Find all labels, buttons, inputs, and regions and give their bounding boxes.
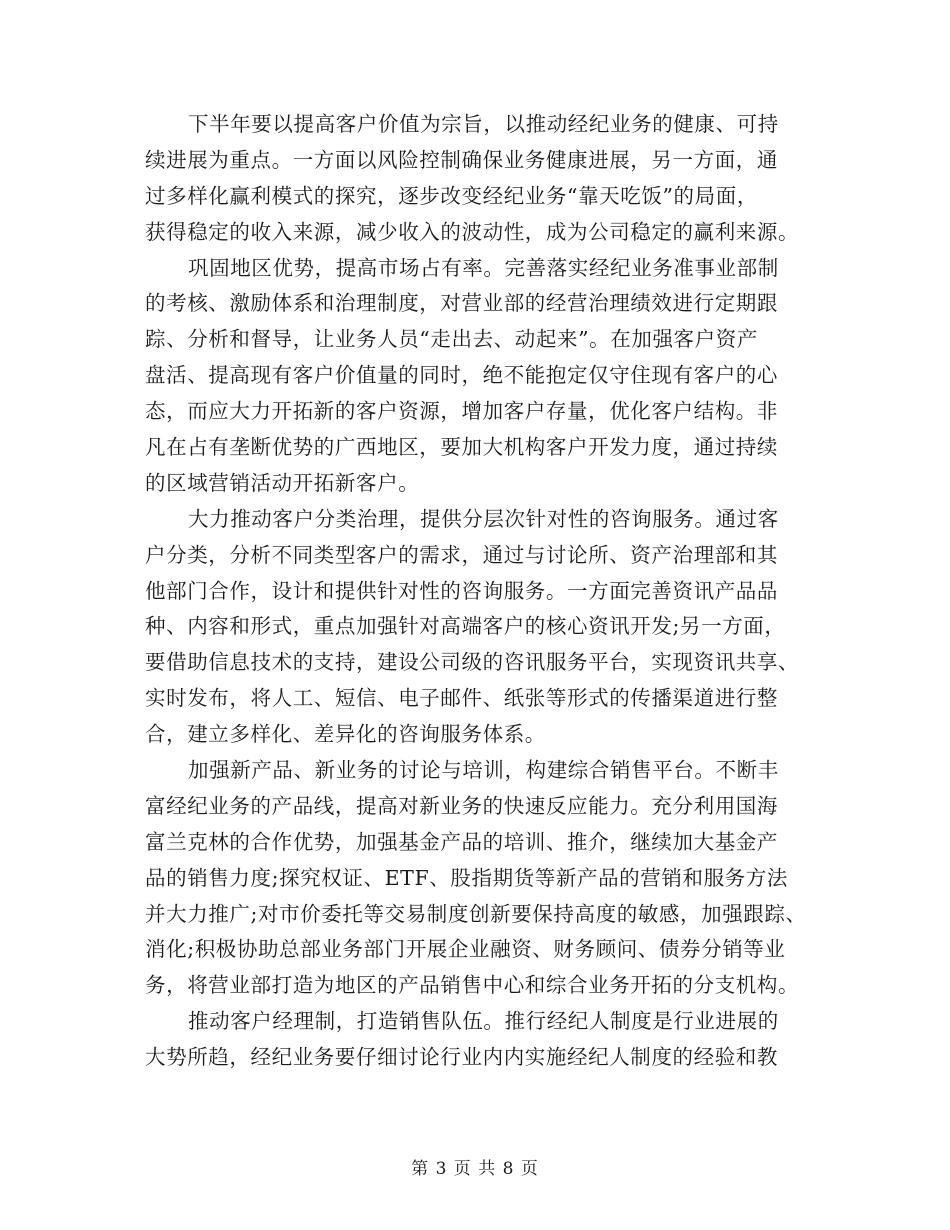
paragraph-2-line-5: 态，而应大力开拓新的客户资源，增加客户存量，优化客户结构。非 [145, 399, 778, 424]
paragraph-4-line-4: 品的销售力度;探究权证、ETF、股指期货等新产品的营销和服务方法 [145, 865, 788, 890]
paragraph-4-line-7: 务，将营业部打造为地区的产品销售中心和综合业务开拓的分支机构。 [145, 973, 800, 998]
paragraph-5-line-2: 大势所趋，经纪业务要仔细讨论行业内内实施经纪人制度的经验和教 [145, 1045, 778, 1070]
paragraph-2-line-6: 凡在占有垄断优势的广西地区，要加大机构客户开发力度，通过持续 [145, 435, 778, 460]
paragraph-2-line-7: 的区域营销活动开拓新客户。 [145, 470, 420, 495]
paragraph-3-line-5: 要借助信息技术的支持，建设公司级的咨讯服务平台，实现资讯共享、 [145, 650, 800, 675]
paragraph-4-line-5: 并大力推广;对市价委托等交易制度创新要保持高度的敏感，加强跟踪、 [145, 901, 807, 926]
paragraph-1-line-3: 过多样化赢利模式的探究，逐步改变经纪业务“靠天吃饭”的局面， [145, 183, 758, 208]
paragraph-4-line-2: 富经纪业务的产品线，提高对新业务的快速反应能力。充分利用国海 [145, 793, 778, 818]
paragraph-3-line-4: 种、内容和形式，重点加强针对高端客户的核心资讯开发;另一方面， [145, 614, 786, 639]
paragraph-4-line-3: 富兰克林的合作优势，加强基金产品的培训、推介，继续加大基金产 [145, 829, 778, 854]
paragraph-3-line-3: 他部门合作，设计和提供针对性的咨询服务。一方面完善资讯产品品 [145, 578, 778, 603]
page-number-footer: 第 3 页 共 8 页 [411, 1159, 539, 1179]
paragraph-2-line-3: 踪、分析和督导，让业务人员“走出去、动起来”。在加强客户资产 [145, 327, 758, 352]
paragraph-3-line-2: 户分类，分析不同类型客户的需求，通过与讨论所、资产治理部和其 [145, 542, 778, 567]
paragraph-1-line-4: 获得稳定的收入来源，减少收入的波动性，成为公司稳定的赢利来源。 [145, 219, 800, 244]
paragraph-3-line-1: 大力推动客户分类治理，提供分层次针对性的咨询服务。通过客 [188, 506, 779, 531]
paragraph-1-line-2: 续进展为重点。一方面以风险控制确保业务健康进展，另一方面，通 [145, 147, 778, 172]
paragraph-2-line-1: 巩固地区优势，提高市场占有率。完善落实经纪业务准事业部制 [188, 255, 779, 280]
paragraph-3-line-7: 合，建立多样化、差异化的咨询服务体系。 [145, 722, 546, 747]
paragraph-4-line-1: 加强新产品、新业务的讨论与培训，构建综合销售平台。不断丰 [188, 758, 779, 783]
paragraph-3-line-6: 实时发布，将人工、短信、电子邮件、纸张等形式的传播渠道进行整 [145, 686, 778, 711]
paragraph-5-line-1: 推动客户经理制，打造销售队伍。推行经纪人制度是行业进展的 [188, 1009, 779, 1034]
body-text [145, 107, 805, 1076]
paragraph-4-line-6: 消化;积极协助总部业务部门开展企业融资、财务顾问、债券分销等业 [145, 937, 786, 962]
paragraph-2-line-2: 的考核、激励体系和治理制度，对营业部的经营治理绩效进行定期跟 [145, 291, 778, 316]
paragraph-2-line-4: 盘活、提高现有客户价值量的同时，绝不能抱定仅守住现有客户的心 [145, 363, 778, 388]
paragraph-1-line-1: 下半年要以提高客户价值为宗旨，以推动经纪业务的健康、可持 [188, 112, 779, 136]
